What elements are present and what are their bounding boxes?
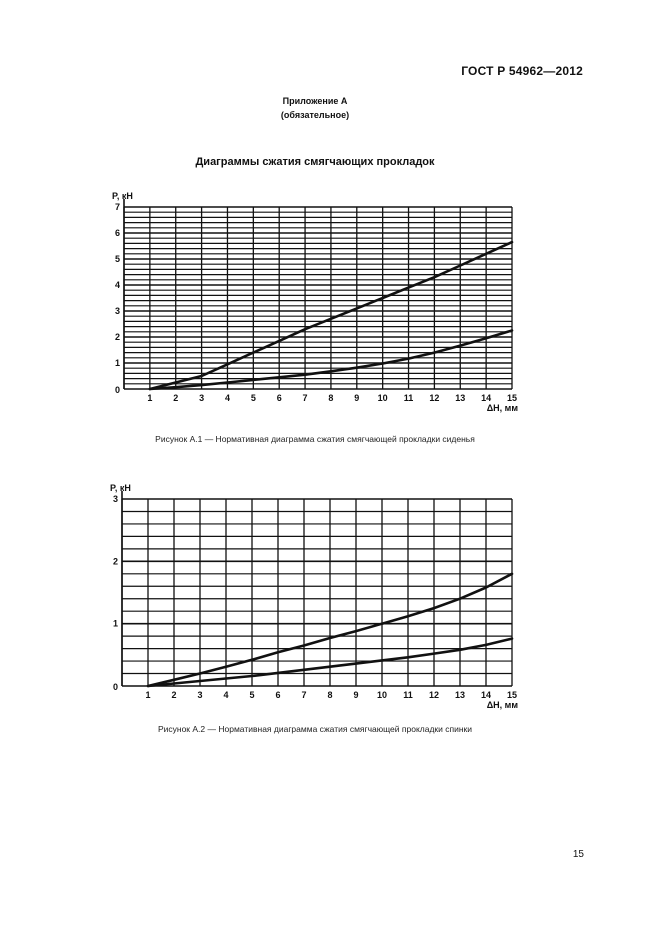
x-tick-label: 2 <box>171 690 177 700</box>
x-tick-label: 2 <box>173 393 179 403</box>
x-tick-label: 15 <box>506 690 518 700</box>
x-tick-label: 1 <box>145 690 151 700</box>
y-tick-label: 6 <box>114 228 120 238</box>
x-tick-label: 8 <box>328 393 334 403</box>
x-tick-label: 4 <box>223 690 229 700</box>
x-tick-label: 6 <box>275 690 281 700</box>
figure-caption-1: Рисунок А.1 — Нормативная диаграмма сжатия смягчающей прокладки сиденья <box>155 434 475 444</box>
document-standard-number: ГОСТ Р 54962—2012 <box>461 64 583 78</box>
x-tick-label: 12 <box>429 393 440 403</box>
chart-back-compression <box>0 478 540 710</box>
x-tick-label: 10 <box>377 393 388 403</box>
y-axis-label: P, кН <box>112 191 133 201</box>
x-tick-label: 3 <box>199 393 205 403</box>
x-tick-label: 7 <box>302 393 308 403</box>
section-title: Диаграммы сжатия смягчающих прокладок <box>195 156 435 168</box>
y-tick-label: 5 <box>114 254 120 264</box>
x-tick-label: 4 <box>224 393 230 403</box>
y-tick-label: 1 <box>112 618 118 629</box>
y-tick-label: 0 <box>114 385 120 395</box>
x-tick-label: 9 <box>354 393 360 403</box>
chart-seat-compression <box>0 188 540 420</box>
figure-caption-2: Рисунок А.2 — Нормативная диаграмма сжатия смягчающей прокладки спинки <box>157 724 473 734</box>
x-tick-label: 14 <box>480 690 492 700</box>
y-tick-label: 3 <box>114 306 120 316</box>
x-tick-label: 14 <box>481 393 492 403</box>
x-tick-label: 12 <box>428 690 440 700</box>
annex-status: (обязательное) <box>280 110 350 120</box>
y-tick-label: 1 <box>114 358 120 368</box>
x-tick-label: 11 <box>403 690 413 700</box>
x-tick-label: 5 <box>249 690 255 700</box>
x-tick-label: 10 <box>376 690 388 700</box>
x-tick-label: 7 <box>301 690 307 700</box>
x-tick-label: 8 <box>327 690 333 700</box>
x-tick-label: 9 <box>353 690 359 700</box>
x-tick-label: 13 <box>454 690 466 700</box>
y-tick-label: 2 <box>112 556 118 567</box>
x-tick-label: 5 <box>250 393 256 403</box>
x-axis-label: ΔH, мм <box>486 700 518 710</box>
x-tick-label: 15 <box>506 393 518 403</box>
x-tick-label: 1 <box>147 393 153 403</box>
x-tick-label: 11 <box>403 393 414 403</box>
y-tick-label: 0 <box>112 682 118 692</box>
y-axis-label: P, кН <box>110 483 131 493</box>
annex-title: Приложение А <box>282 96 348 106</box>
annex-heading <box>0 94 630 122</box>
x-axis-label: ΔH, мм <box>486 403 518 413</box>
y-tick-label: 4 <box>114 280 120 290</box>
x-tick-label: 3 <box>197 690 203 700</box>
y-tick-label: 2 <box>114 332 120 342</box>
x-tick-label: 6 <box>276 393 282 403</box>
page-number: 15 <box>572 849 584 860</box>
x-tick-label: 13 <box>455 393 466 403</box>
y-tick-label: 3 <box>112 494 118 504</box>
y-tick-label: 7 <box>114 202 120 212</box>
